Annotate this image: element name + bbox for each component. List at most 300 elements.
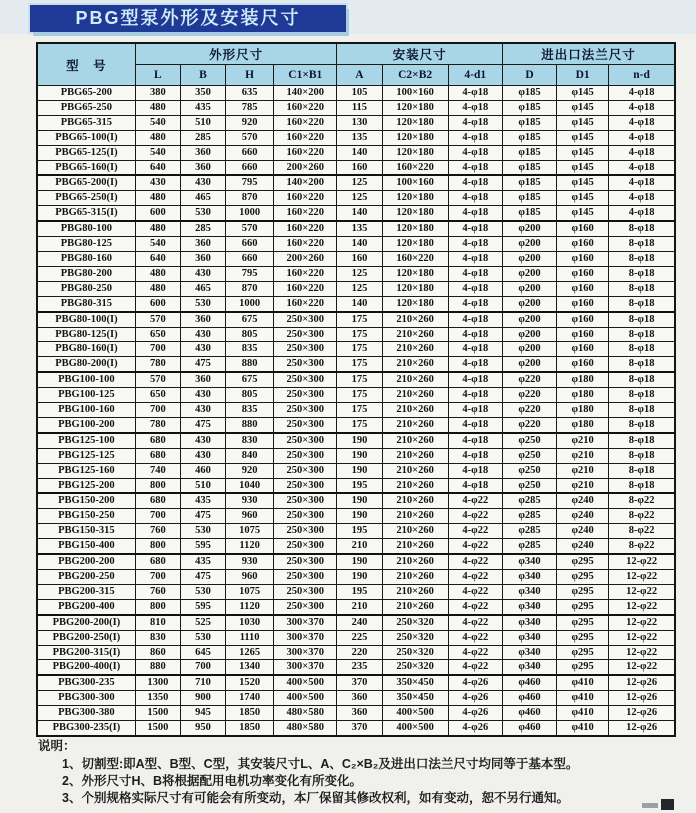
value-cell: φ295 (557, 554, 609, 569)
value-cell: φ185 (502, 100, 556, 115)
table-row (37, 599, 675, 614)
value-cell: φ160 (557, 266, 609, 281)
model-cell: PBG80-100(I) (37, 312, 135, 327)
value-cell: φ160 (557, 237, 609, 252)
value-cell: φ295 (557, 660, 609, 675)
value-cell: 8-φ22 (609, 524, 675, 539)
value-cell: 160×220 (382, 160, 448, 175)
value-cell: 1740 (226, 691, 274, 706)
value-cell: φ295 (557, 630, 609, 645)
value-cell: 12-φ26 (609, 675, 675, 690)
value-cell: φ180 (557, 417, 609, 432)
value-cell: 4-φ26 (448, 706, 502, 721)
header-group-outline-dims: 外形尺寸 (135, 43, 337, 65)
page-title: PBG型泵外形及安装尺寸 (30, 5, 346, 32)
model-cell: PBG300-300 (37, 691, 135, 706)
value-cell: 1120 (226, 539, 274, 554)
value-cell: 4-φ18 (448, 478, 502, 493)
value-cell: 175 (337, 342, 382, 357)
value-cell: 760 (135, 584, 180, 599)
value-cell: 360 (180, 312, 225, 327)
value-cell: 300×370 (274, 615, 337, 630)
value-cell: 1000 (226, 206, 274, 221)
value-cell: φ160 (557, 357, 609, 372)
value-cell: φ295 (557, 599, 609, 614)
value-cell: 160×220 (274, 130, 337, 145)
value-cell: 540 (135, 237, 180, 252)
value-cell: 700 (135, 342, 180, 357)
value-cell: φ160 (557, 221, 609, 236)
table-row (37, 312, 675, 327)
value-cell: 530 (180, 584, 225, 599)
model-cell: PBG65-315(I) (37, 206, 135, 221)
model-cell: PBG125-100 (37, 433, 135, 448)
header-model: 型 号 (37, 43, 135, 86)
value-cell: 210 (337, 599, 382, 614)
model-cell: PBG150-400 (37, 539, 135, 554)
sub-header-D: D (502, 65, 556, 86)
value-cell: 795 (226, 175, 274, 190)
value-cell: 1265 (226, 645, 274, 660)
value-cell: φ250 (502, 433, 556, 448)
model-cell: PBG200-400 (37, 599, 135, 614)
value-cell: 140 (337, 296, 382, 311)
value-cell: 430 (180, 175, 225, 190)
value-cell: 835 (226, 342, 274, 357)
value-cell: 12-φ26 (609, 721, 675, 736)
value-cell: 8-φ18 (609, 448, 675, 463)
model-cell: PBG200-250(I) (37, 630, 135, 645)
value-cell: 860 (135, 645, 180, 660)
value-cell: 160×220 (274, 266, 337, 281)
value-cell: 900 (180, 691, 225, 706)
value-cell: 680 (135, 493, 180, 508)
sub-header-C1×B1: C1×B1 (274, 65, 337, 86)
value-cell: 120×180 (382, 237, 448, 252)
value-cell: 1120 (226, 599, 274, 614)
value-cell: 350 (180, 86, 225, 101)
value-cell: φ185 (502, 175, 556, 190)
value-cell: 700 (180, 660, 225, 675)
value-cell: 1075 (226, 524, 274, 539)
value-cell: 250×300 (274, 403, 337, 418)
value-cell: 660 (226, 251, 274, 266)
value-cell: φ145 (557, 145, 609, 160)
value-cell: φ160 (557, 342, 609, 357)
table-row (37, 221, 675, 236)
value-cell: φ145 (557, 175, 609, 190)
value-cell: φ340 (502, 599, 556, 614)
value-cell: 530 (180, 296, 225, 311)
table-row (37, 160, 675, 175)
table-row (37, 630, 675, 645)
model-cell: PBG150-250 (37, 509, 135, 524)
value-cell: 12-φ26 (609, 691, 675, 706)
value-cell: 830 (226, 433, 274, 448)
value-cell: 210×260 (382, 327, 448, 342)
value-cell: 120×180 (382, 191, 448, 206)
value-cell: 430 (180, 327, 225, 342)
value-cell: φ200 (502, 237, 556, 252)
value-cell: φ240 (557, 524, 609, 539)
value-cell: 530 (180, 630, 225, 645)
value-cell: 1850 (226, 706, 274, 721)
value-cell: 4-φ18 (448, 206, 502, 221)
table-row (37, 115, 675, 130)
model-cell: PBG150-315 (37, 524, 135, 539)
value-cell: 125 (337, 281, 382, 296)
table-row (37, 539, 675, 554)
value-cell: 250×300 (274, 388, 337, 403)
value-cell: 4-φ18 (448, 357, 502, 372)
model-cell: PBG100-125 (37, 388, 135, 403)
value-cell: φ460 (502, 675, 556, 690)
value-cell: 8-φ18 (609, 251, 675, 266)
value-cell: 4-φ18 (448, 266, 502, 281)
value-cell: 4-φ22 (448, 660, 502, 675)
value-cell: φ145 (557, 191, 609, 206)
value-cell: φ295 (557, 570, 609, 585)
table-row (37, 130, 675, 145)
value-cell: 480×580 (274, 721, 337, 736)
value-cell: φ180 (557, 372, 609, 387)
value-cell: 480×580 (274, 706, 337, 721)
value-cell: 225 (337, 630, 382, 645)
value-cell: φ295 (557, 584, 609, 599)
value-cell: 250×300 (274, 599, 337, 614)
table-row (37, 296, 675, 311)
value-cell: 480 (135, 100, 180, 115)
value-cell: 930 (226, 554, 274, 569)
note-item-2: 2、外形尺寸H、B将根据配用电机功率变化有所变化。 (62, 774, 363, 788)
value-cell: φ200 (502, 281, 556, 296)
value-cell: 4-φ18 (609, 175, 675, 190)
model-cell: PBG65-250 (37, 100, 135, 115)
table-row (37, 403, 675, 418)
value-cell: 140×200 (274, 86, 337, 101)
value-cell: 175 (337, 357, 382, 372)
value-cell: 805 (226, 327, 274, 342)
value-cell: φ145 (557, 206, 609, 221)
value-cell: 8-φ18 (609, 221, 675, 236)
value-cell: 235 (337, 660, 382, 675)
value-cell: 12-φ22 (609, 599, 675, 614)
table-row (37, 281, 675, 296)
value-cell: 525 (180, 615, 225, 630)
value-cell: 250×320 (382, 630, 448, 645)
value-cell: 250×300 (274, 524, 337, 539)
value-cell: 120×180 (382, 221, 448, 236)
value-cell: 250×300 (274, 433, 337, 448)
value-cell: 480 (135, 221, 180, 236)
value-cell: 960 (226, 570, 274, 585)
value-cell: 120×180 (382, 206, 448, 221)
value-cell: φ200 (502, 266, 556, 281)
sub-header-C2×B2: C2×B2 (382, 65, 448, 86)
value-cell: φ250 (502, 478, 556, 493)
value-cell: 480 (135, 281, 180, 296)
value-cell: 160×220 (274, 206, 337, 221)
value-cell: 4-φ18 (609, 86, 675, 101)
value-cell: 800 (135, 599, 180, 614)
value-cell: 4-φ18 (609, 115, 675, 130)
table-row (37, 463, 675, 478)
table-row (37, 584, 675, 599)
value-cell: φ200 (502, 251, 556, 266)
value-cell: 250×300 (274, 372, 337, 387)
value-cell: φ160 (557, 312, 609, 327)
value-cell: 8-φ18 (609, 357, 675, 372)
value-cell: 4-φ18 (448, 327, 502, 342)
model-cell: PBG65-200(I) (37, 175, 135, 190)
value-cell: 8-φ18 (609, 342, 675, 357)
value-cell: 125 (337, 191, 382, 206)
value-cell: φ200 (502, 327, 556, 342)
value-cell: 360 (180, 372, 225, 387)
value-cell: 480 (135, 130, 180, 145)
value-cell: 400×500 (382, 706, 448, 721)
value-cell: 140×200 (274, 175, 337, 190)
value-cell: 1500 (135, 721, 180, 736)
value-cell: φ185 (502, 206, 556, 221)
value-cell: φ220 (502, 417, 556, 432)
model-cell: PBG125-125 (37, 448, 135, 463)
model-cell: PBG80-100 (37, 221, 135, 236)
value-cell: 600 (135, 206, 180, 221)
value-cell: 595 (180, 599, 225, 614)
value-cell: 190 (337, 463, 382, 478)
value-cell: φ220 (502, 372, 556, 387)
table-row (37, 660, 675, 675)
value-cell: 8-φ18 (609, 463, 675, 478)
value-cell: 250×320 (382, 645, 448, 660)
value-cell: 4-φ26 (448, 691, 502, 706)
value-cell: 4-φ22 (448, 645, 502, 660)
value-cell: φ240 (557, 509, 609, 524)
value-cell: 465 (180, 191, 225, 206)
value-cell: 360 (180, 160, 225, 175)
value-cell: 300×370 (274, 645, 337, 660)
value-cell: 4-φ18 (609, 145, 675, 160)
value-cell: 175 (337, 372, 382, 387)
table-row (37, 327, 675, 342)
value-cell: 250×320 (382, 660, 448, 675)
value-cell: 785 (226, 100, 274, 115)
value-cell: 160 (337, 160, 382, 175)
table-row (37, 388, 675, 403)
value-cell: 250×300 (274, 539, 337, 554)
value-cell: φ160 (557, 251, 609, 266)
value-cell: 12-φ22 (609, 630, 675, 645)
value-cell: φ160 (557, 281, 609, 296)
value-cell: 805 (226, 388, 274, 403)
sub-header-H: H (226, 65, 274, 86)
value-cell: 510 (180, 115, 225, 130)
value-cell: φ285 (502, 539, 556, 554)
value-cell: 120×180 (382, 130, 448, 145)
value-cell: 250×320 (382, 615, 448, 630)
value-cell: 210×260 (382, 599, 448, 614)
model-cell: PBG125-200 (37, 478, 135, 493)
model-cell: PBG300-235(I) (37, 721, 135, 736)
table-row (37, 554, 675, 569)
value-cell: 480 (135, 266, 180, 281)
table-row (37, 493, 675, 508)
value-cell: 4-φ22 (448, 493, 502, 508)
value-cell: 250×300 (274, 463, 337, 478)
value-cell: 475 (180, 570, 225, 585)
value-cell: 800 (135, 478, 180, 493)
value-cell: 250×300 (274, 327, 337, 342)
value-cell: 160×220 (274, 237, 337, 252)
value-cell: 250×300 (274, 478, 337, 493)
value-cell: φ410 (557, 721, 609, 736)
value-cell: 160×220 (274, 281, 337, 296)
value-cell: 8-φ18 (609, 372, 675, 387)
value-cell: 8-φ18 (609, 266, 675, 281)
value-cell: φ250 (502, 448, 556, 463)
value-cell: φ210 (557, 463, 609, 478)
value-cell: 4-φ18 (448, 145, 502, 160)
table-row (37, 721, 675, 736)
value-cell: 210×260 (382, 539, 448, 554)
header-group-flange-dims: 进出口法兰尺寸 (502, 43, 675, 65)
value-cell: 680 (135, 433, 180, 448)
value-cell: 675 (226, 372, 274, 387)
value-cell: 675 (226, 312, 274, 327)
value-cell: 930 (226, 493, 274, 508)
value-cell: 12-φ22 (609, 570, 675, 585)
value-cell: 810 (135, 615, 180, 630)
value-cell: 540 (135, 145, 180, 160)
value-cell: 175 (337, 388, 382, 403)
value-cell: φ210 (557, 433, 609, 448)
value-cell: 250×300 (274, 357, 337, 372)
value-cell: 210×260 (382, 433, 448, 448)
model-cell: PBG100-100 (37, 372, 135, 387)
scan-artifact-mark (661, 799, 674, 810)
model-cell: PBG100-200 (37, 417, 135, 432)
value-cell: φ185 (502, 86, 556, 101)
value-cell: 4-φ18 (448, 115, 502, 130)
value-cell: 475 (180, 417, 225, 432)
value-cell: 120×180 (382, 100, 448, 115)
table-row (37, 448, 675, 463)
model-cell: PBG100-160 (37, 403, 135, 418)
value-cell: 400×500 (382, 721, 448, 736)
model-cell: PBG80-160(I) (37, 342, 135, 357)
value-cell: 530 (180, 206, 225, 221)
value-cell: 190 (337, 570, 382, 585)
table-row (37, 342, 675, 357)
value-cell: 250×300 (274, 493, 337, 508)
value-cell: 250×300 (274, 554, 337, 569)
value-cell: 120×180 (382, 266, 448, 281)
value-cell: 120×180 (382, 281, 448, 296)
value-cell: 190 (337, 509, 382, 524)
value-cell: 190 (337, 433, 382, 448)
value-cell: φ340 (502, 645, 556, 660)
value-cell: 4-φ18 (448, 130, 502, 145)
value-cell: φ295 (557, 615, 609, 630)
value-cell: 250×300 (274, 509, 337, 524)
value-cell: 4-φ18 (448, 175, 502, 190)
value-cell: φ340 (502, 630, 556, 645)
value-cell: 210×260 (382, 524, 448, 539)
value-cell: 250×300 (274, 312, 337, 327)
value-cell: 250×300 (274, 342, 337, 357)
value-cell: 1520 (226, 675, 274, 690)
value-cell: 430 (180, 266, 225, 281)
note-item-3: 3、个别规格实际尺寸有可能会有所变动，本厂保留其修改权利，如有变动，恕不另行通知。 (62, 791, 569, 805)
value-cell: 140 (337, 145, 382, 160)
value-cell: 645 (180, 645, 225, 660)
value-cell: 4-φ18 (609, 100, 675, 115)
value-cell: 700 (135, 570, 180, 585)
value-cell: φ180 (557, 388, 609, 403)
value-cell: 175 (337, 312, 382, 327)
value-cell: φ210 (557, 448, 609, 463)
table-row (37, 251, 675, 266)
value-cell: 8-φ18 (609, 296, 675, 311)
value-cell: 210×260 (382, 478, 448, 493)
value-cell: 920 (226, 115, 274, 130)
value-cell: 475 (180, 509, 225, 524)
value-cell: 4-φ18 (609, 130, 675, 145)
value-cell: 660 (226, 237, 274, 252)
value-cell: 240 (337, 615, 382, 630)
value-cell: φ185 (502, 115, 556, 130)
value-cell: 430 (180, 433, 225, 448)
value-cell: 400×500 (274, 675, 337, 690)
table-row (37, 524, 675, 539)
value-cell: 190 (337, 493, 382, 508)
value-cell: φ210 (557, 478, 609, 493)
sub-header-4-d1: 4-d1 (448, 65, 502, 86)
value-cell: 1850 (226, 721, 274, 736)
value-cell: 130 (337, 115, 382, 130)
value-cell: 880 (135, 660, 180, 675)
value-cell: φ410 (557, 691, 609, 706)
value-cell: 475 (180, 357, 225, 372)
value-cell: 370 (337, 721, 382, 736)
value-cell: 680 (135, 448, 180, 463)
sub-header-n-d: n-d (609, 65, 675, 86)
value-cell: 4-φ18 (448, 281, 502, 296)
table-row (37, 86, 675, 101)
table-row (37, 266, 675, 281)
value-cell: 760 (135, 524, 180, 539)
value-cell: 190 (337, 554, 382, 569)
table-row (37, 433, 675, 448)
value-cell: 100×160 (382, 175, 448, 190)
value-cell: 1300 (135, 675, 180, 690)
value-cell: 650 (135, 388, 180, 403)
value-cell: φ410 (557, 675, 609, 690)
value-cell: 1110 (226, 630, 274, 645)
value-cell: 285 (180, 221, 225, 236)
value-cell: φ185 (502, 191, 556, 206)
value-cell: 210×260 (382, 570, 448, 585)
value-cell: φ185 (502, 145, 556, 160)
model-cell: PBG80-315 (37, 296, 135, 311)
value-cell: 4-φ18 (448, 372, 502, 387)
value-cell: 840 (226, 448, 274, 463)
value-cell: 195 (337, 524, 382, 539)
value-cell: φ460 (502, 691, 556, 706)
value-cell: 4-φ18 (448, 312, 502, 327)
value-cell: 680 (135, 554, 180, 569)
